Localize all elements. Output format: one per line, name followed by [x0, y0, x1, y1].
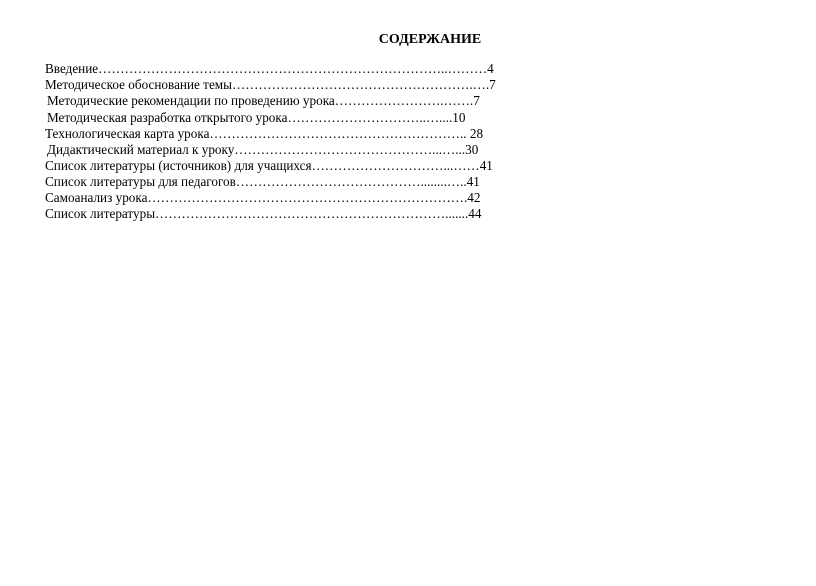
- page-title: СОДЕРЖАНИЕ: [378, 32, 482, 47]
- toc-entry-didactic-material: Дидактический материал к уроку………………………………………...…...30: [47, 142, 479, 157]
- toc-entry-introduction: Введение……………………………………………………………………..………4: [45, 61, 494, 76]
- toc-entry-references-teachers: Список литературы для педагогов……………………………………........…..41: [45, 174, 480, 189]
- toc-entry-lesson-self-analysis: Самоанализ урока……………………………………………………………….42: [45, 190, 481, 205]
- toc-entry-lesson-technology-map: Технологическая карта урока………………………………………………….. 28: [45, 126, 484, 141]
- toc-entry-references: Список литературы………………………………………………………….......44: [45, 206, 482, 221]
- toc-entry-methodological-rationale: Методическое обоснование темы……………………………………………….….7: [45, 77, 496, 92]
- toc-entry-references-students: Список литературы (источников) для учащихся…………………………...……41: [45, 158, 493, 173]
- toc-entry-open-lesson-plan: Методическая разработка открытого урока…………………………..…....10: [47, 110, 466, 125]
- toc-entry-methodological-recommendations: Методические рекомендации по проведению урока…………………….…….7: [47, 93, 480, 108]
